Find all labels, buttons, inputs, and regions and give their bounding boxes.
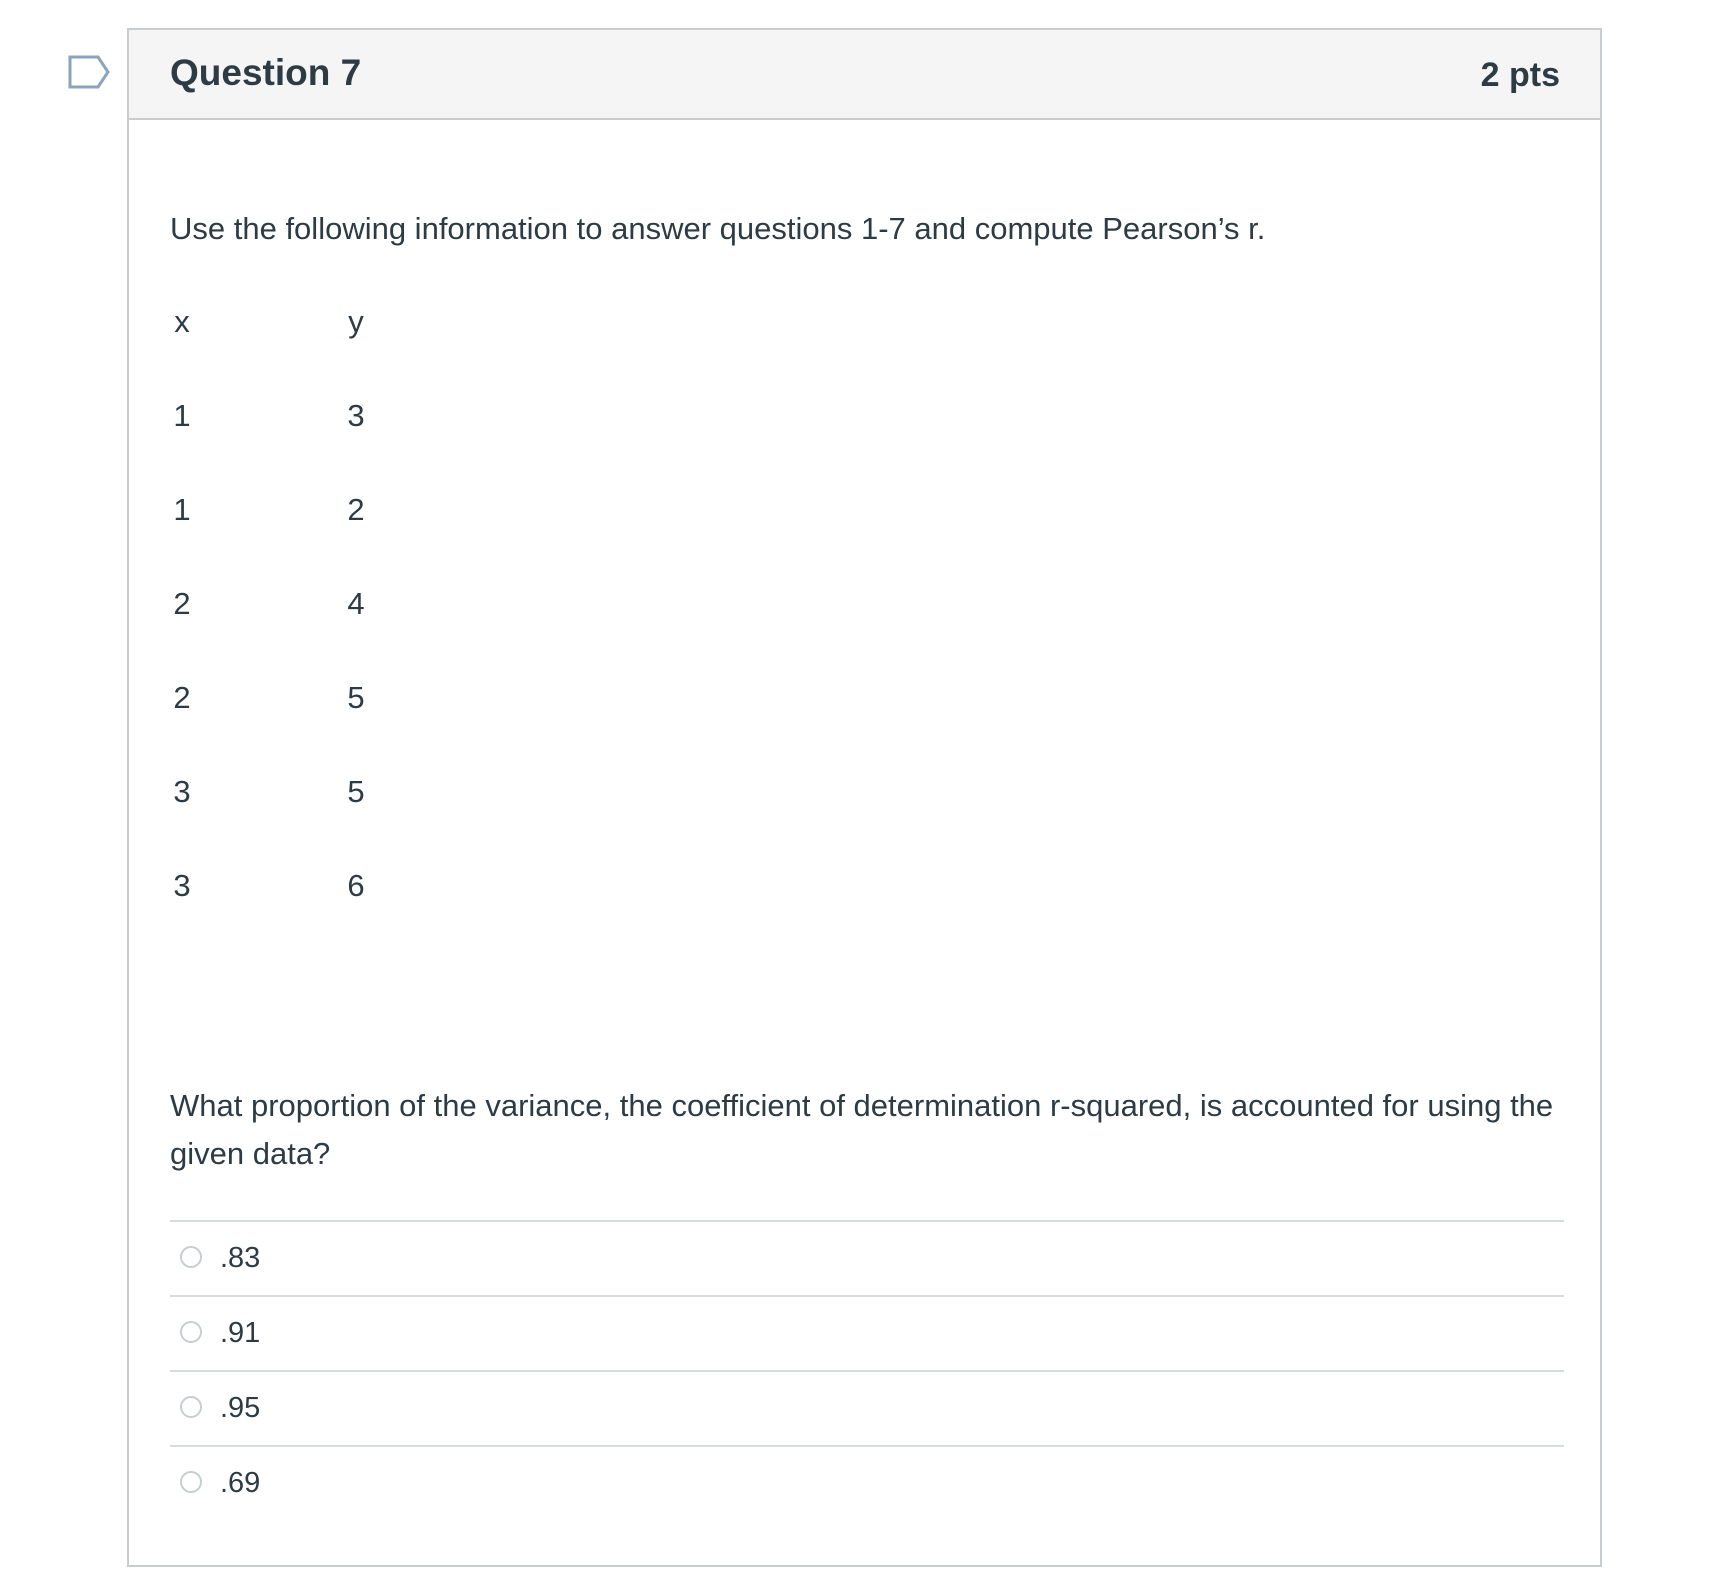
cell-y: 5 [347,774,365,809]
answer-label[interactable]: .83 [220,1242,261,1274]
table-row [170,768,570,816]
cell-x: 2 [173,586,191,621]
table-row [170,862,570,910]
question-intro: Use the following information to answer questions 1-7 and compute Pearson’s r. [170,211,1266,246]
question-card [127,28,1602,1567]
question-prompt: What proportion of the variance, the coefficient of determination r-squared, is accounted for using the given data? [170,1088,1554,1171]
cell-y: 4 [347,586,365,621]
radio-unselected-icon[interactable] [180,1396,202,1418]
table-row [170,674,570,722]
table-header-row [170,298,570,346]
radio-unselected-icon[interactable] [180,1246,202,1268]
answer-option[interactable] [170,1370,1564,1445]
cell-x: 3 [173,774,191,809]
answer-label[interactable]: .69 [220,1467,261,1499]
question-points: 2 pts [1480,56,1560,94]
answer-label[interactable]: .95 [220,1392,261,1424]
table-row [170,392,570,440]
cell-x: 1 [173,398,191,433]
cell-x: 2 [173,680,191,715]
cell-y: 3 [347,398,365,433]
radio-unselected-icon[interactable] [180,1321,202,1343]
question-title: Question 7 [170,52,362,93]
table-row [170,486,570,534]
cell-y: 2 [347,492,365,527]
answer-option[interactable] [170,1295,1564,1370]
question-header [129,30,1600,120]
cell-y: 5 [347,680,365,715]
header-y: y [348,304,364,339]
answer-list [170,1220,1564,1520]
flag-question-icon[interactable] [68,54,112,90]
cell-y: 6 [347,868,365,903]
answer-option[interactable] [170,1220,1564,1295]
cell-x: 1 [173,492,191,527]
table-row [170,580,570,628]
answer-option[interactable] [170,1445,1564,1520]
cell-x: 3 [173,868,191,903]
answer-label[interactable]: .91 [220,1317,261,1349]
radio-unselected-icon[interactable] [180,1471,202,1493]
header-x: x [174,304,190,339]
